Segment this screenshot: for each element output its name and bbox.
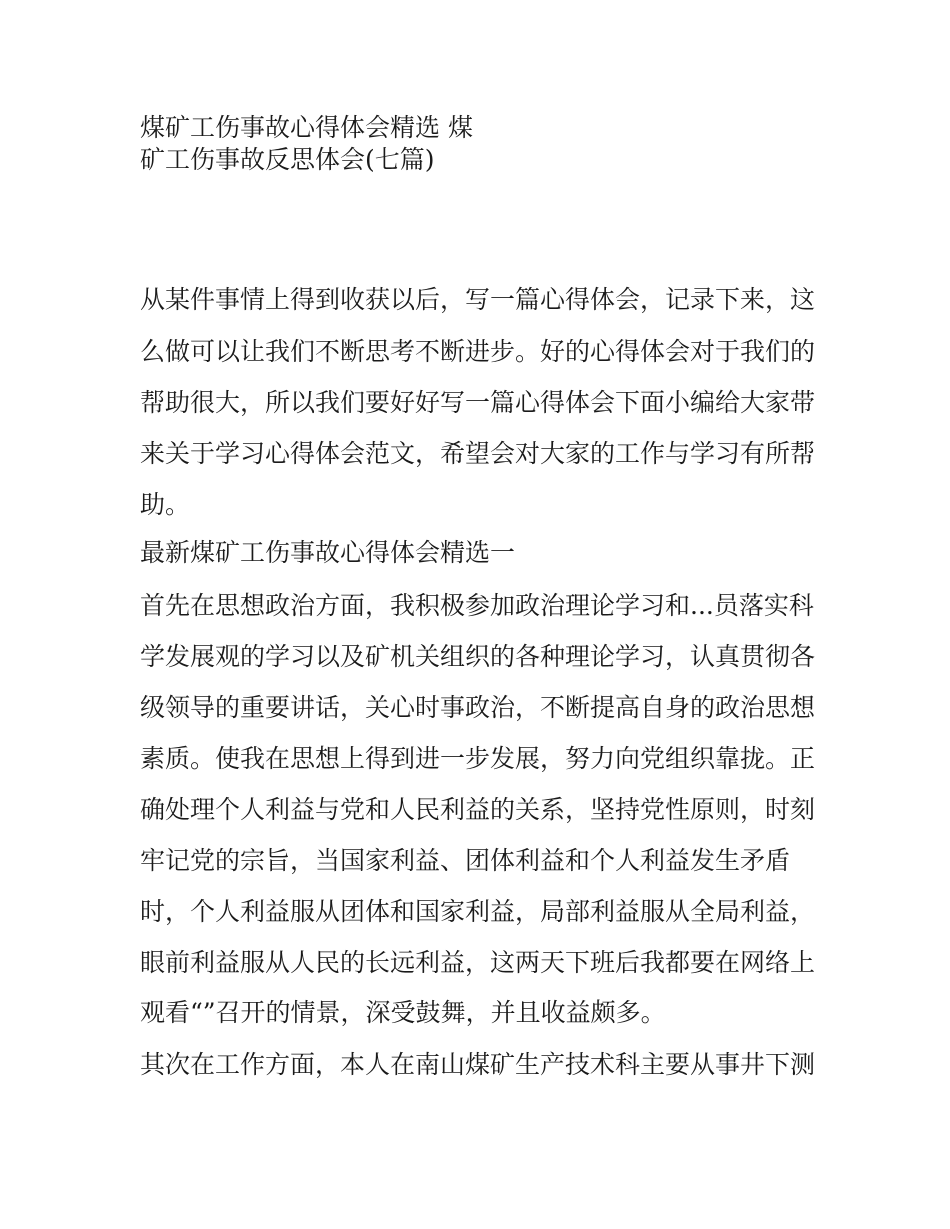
body-line-10: 素质。使我在思想上得到进一步发展，努力向党组织靠拢。正: [140, 744, 816, 773]
body-line-3: 帮助很大，所以我们要好好写一篇心得体会下面小编给大家带: [140, 388, 816, 417]
section-heading: 最新煤矿工伤事故心得体会精选一: [140, 538, 516, 567]
body-line-12: 牢记党的宗旨，当国家利益、团体利益和个人利益发生矛盾: [140, 846, 791, 875]
body-line-13: 时，个人利益服从团体和国家利益，局部利益服从全局利益，: [140, 897, 816, 926]
body-line-15: 观看“”召开的情景，深受鼓舞，并且收益颇多。: [140, 998, 666, 1027]
body-line-14: 眼前利益服从人民的长远利益，这两天下班后我都要在网络上: [140, 948, 816, 977]
document-title: [140, 112, 820, 176]
body-line-11: 确处理个人利益与党和人民利益的关系，坚持党性原则，时刻: [140, 795, 816, 824]
body-line-9: 级领导的重要讲话，关心时事政治，不断提高自身的政治思想: [140, 693, 816, 722]
title-line-2: 矿工伤事故反思体会(七篇): [140, 145, 435, 174]
body-line-8: 学发展观的学习以及矿机关组织的各种理论学习，认真贯彻各: [140, 642, 816, 671]
title-line-1: 煤矿工伤事故心得体会精选 煤: [140, 113, 473, 142]
body-line-5: 助。: [140, 490, 191, 519]
body-line-16: 其次在工作方面，本人在南山煤矿生产技术科主要从事井下测: [140, 1050, 816, 1079]
body-line-7: 首先在思想政治方面，我积极参加政治理论学习和...员落实科: [140, 591, 814, 620]
body-line-2: 么做可以让我们不断思考不断进步。好的心得体会对于我们的: [140, 337, 816, 366]
body-line-4: 来关于学习心得体会范文，希望会对大家的工作与学习有所帮: [140, 439, 816, 468]
body-line-1: 从某件事情上得到收获以后，写一篇心得体会，记录下来，这: [140, 285, 816, 314]
